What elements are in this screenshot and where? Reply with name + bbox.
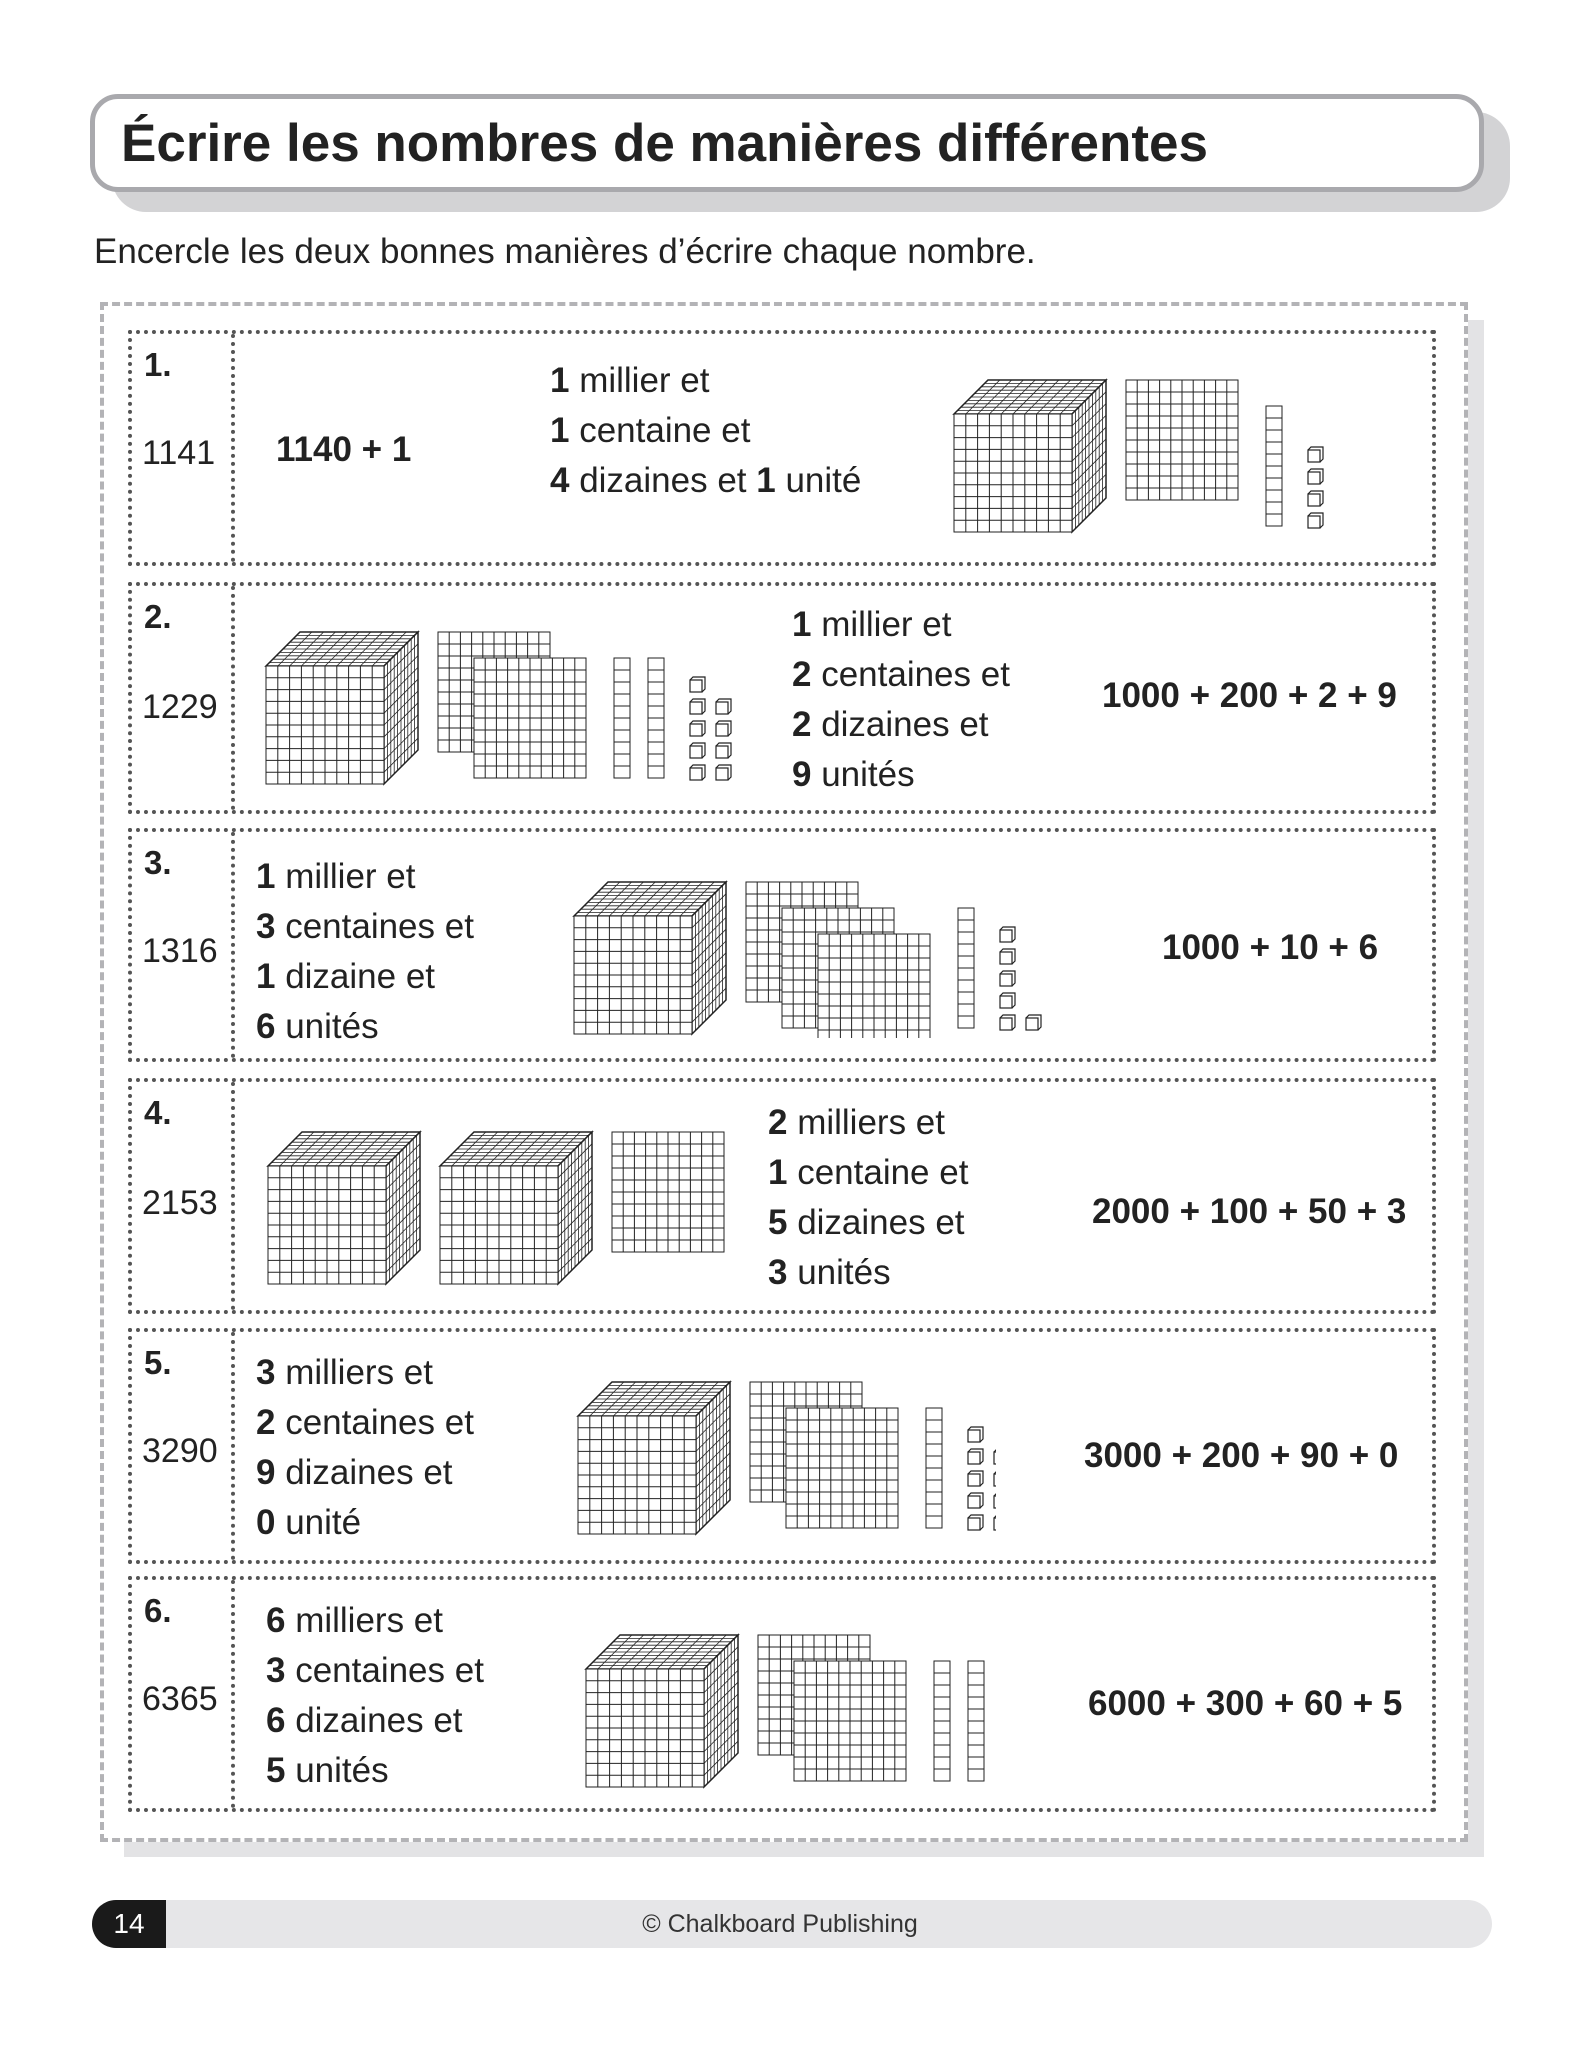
question-number-cell <box>132 586 235 810</box>
ten-rod <box>926 1408 942 1528</box>
question-row-4 <box>128 1078 1436 1314</box>
one-unit <box>1308 491 1323 506</box>
word-line: 4 dizaines et 1 unité <box>550 461 862 500</box>
one-unit <box>1026 1015 1041 1030</box>
expanded-expression[interactable]: 2000 + 100 + 50 + 3 <box>1092 1192 1407 1231</box>
word-line: 1 millier et <box>792 605 952 644</box>
one-unit <box>1000 971 1015 986</box>
cube-front-face <box>578 1416 696 1534</box>
cube-front-face <box>440 1166 558 1284</box>
question-row-1 <box>128 330 1436 566</box>
question-number-cell <box>132 1082 235 1310</box>
word-line: 6 milliers et <box>266 1601 443 1640</box>
word-form[interactable] <box>768 1098 968 1298</box>
one-unit <box>968 1493 983 1508</box>
word-line: 1 centaine et <box>768 1153 969 1192</box>
expanded-expression[interactable]: 3000 + 200 + 90 + 0 <box>1084 1436 1399 1475</box>
one-unit <box>994 1471 996 1486</box>
one-unit <box>994 1493 996 1508</box>
cube-front-face <box>266 666 384 784</box>
one-unit <box>1000 949 1015 964</box>
one-unit <box>1308 513 1323 528</box>
question-number-cell <box>132 832 235 1058</box>
thousand-cube <box>266 632 418 784</box>
one-unit <box>1000 993 1015 1008</box>
question-label: 3. <box>144 844 172 881</box>
question-number[interactable]: 3290 <box>142 1432 218 1470</box>
one-unit <box>690 699 705 714</box>
ten-rod <box>648 658 664 778</box>
word-line: 0 unité <box>256 1503 362 1542</box>
word-line: 6 unités <box>256 1007 379 1046</box>
base-ten-blocks[interactable] <box>266 1118 746 1288</box>
question-label: 4. <box>144 1094 172 1131</box>
base-ten-blocks[interactable] <box>576 1368 996 1538</box>
question-row-2 <box>128 582 1436 814</box>
one-unit <box>690 721 705 736</box>
one-unit <box>716 743 731 758</box>
word-line: 9 dizaines et <box>256 1453 453 1492</box>
one-unit <box>690 677 705 692</box>
word-line: 3 unités <box>768 1253 891 1292</box>
cube-front-face <box>954 414 1072 532</box>
page-title: Écrire les nombres de manières différentes <box>121 114 1208 173</box>
copyright-text: © Chalkboard Publishing <box>642 1910 918 1938</box>
question-row-5 <box>128 1328 1436 1564</box>
ten-rod <box>934 1661 950 1781</box>
word-line: 9 unités <box>792 755 915 794</box>
one-unit <box>968 1515 983 1530</box>
ten-rod <box>1266 406 1282 526</box>
one-unit <box>1000 1015 1015 1030</box>
word-line: 3 centaines et <box>266 1651 484 1690</box>
question-number[interactable]: 1141 <box>142 434 216 472</box>
cube-front-face <box>574 916 692 1034</box>
question-row-6 <box>128 1576 1436 1812</box>
one-unit <box>1000 927 1015 942</box>
one-unit <box>690 743 705 758</box>
question-label: 2. <box>144 598 172 635</box>
expanded-expression[interactable]: 1000 + 10 + 6 <box>1162 928 1379 967</box>
hundred-flat <box>474 658 586 778</box>
word-line: 1 dizaine et <box>256 957 436 996</box>
one-unit <box>968 1449 983 1464</box>
hundred-flat <box>818 934 930 1038</box>
word-form[interactable] <box>256 852 474 1052</box>
hundred-flat <box>786 1408 898 1528</box>
question-label: 5. <box>144 1344 172 1381</box>
cube-front-face <box>268 1166 386 1284</box>
one-unit <box>716 765 731 780</box>
page-number: 14 <box>92 1900 166 1948</box>
word-line: 3 milliers et <box>256 1353 433 1392</box>
word-line: 3 centaines et <box>256 907 474 946</box>
base-ten-blocks[interactable] <box>584 1616 1004 1791</box>
expanded-expression[interactable]: 1000 + 200 + 2 + 9 <box>1102 676 1397 715</box>
hundred-flat <box>1126 380 1238 500</box>
ten-rod <box>614 658 630 778</box>
thousand-cube <box>954 380 1106 532</box>
word-line: 2 milliers et <box>768 1103 945 1142</box>
one-unit <box>968 1471 983 1486</box>
question-number-cell <box>132 1332 235 1560</box>
question-number[interactable]: 1316 <box>142 932 218 970</box>
base-ten-blocks[interactable] <box>572 858 1052 1038</box>
word-line: 5 dizaines et <box>768 1203 965 1242</box>
thousand-cube <box>574 882 726 1034</box>
word-form[interactable] <box>256 1348 474 1548</box>
hundred-flat <box>794 1661 906 1781</box>
question-number-cell <box>132 1580 235 1808</box>
cube-front-face <box>586 1669 704 1787</box>
one-unit <box>968 1427 983 1442</box>
ten-rod <box>958 908 974 1028</box>
hundred-flat <box>612 1132 724 1252</box>
question-row-3 <box>128 828 1436 1062</box>
one-unit <box>716 721 731 736</box>
one-unit <box>716 699 731 714</box>
word-line: 2 centaines et <box>256 1403 474 1442</box>
one-unit <box>1308 469 1323 484</box>
question-number[interactable]: 6365 <box>142 1680 218 1718</box>
base-ten-blocks[interactable] <box>264 628 744 788</box>
word-line: 2 dizaines et <box>792 705 989 744</box>
one-unit <box>994 1515 996 1530</box>
word-form[interactable] <box>550 356 861 506</box>
word-line: 5 unités <box>266 1751 389 1790</box>
one-unit <box>994 1449 996 1464</box>
question-number[interactable]: 2153 <box>142 1184 218 1222</box>
word-line: 2 centaines et <box>792 655 1010 694</box>
word-line: 1 centaine et <box>550 411 751 450</box>
base-ten-blocks[interactable] <box>952 376 1382 536</box>
expanded-expression[interactable]: 1140 + 1 <box>276 430 412 469</box>
instruction-text: Encercle les deux bonnes manières d’écrire chaque nombre. <box>94 232 1036 271</box>
question-number[interactable]: 1229 <box>142 688 218 726</box>
word-line: 1 millier et <box>550 361 710 400</box>
word-form[interactable] <box>266 1596 484 1796</box>
thousand-cube <box>268 1132 420 1284</box>
ten-rod <box>968 1661 984 1781</box>
word-line: 1 millier et <box>256 857 416 896</box>
question-number-cell <box>132 334 235 562</box>
expanded-expression[interactable]: 6000 + 300 + 60 + 5 <box>1088 1684 1403 1723</box>
word-form[interactable] <box>792 600 1010 800</box>
one-unit <box>690 765 705 780</box>
question-label: 1. <box>144 346 172 383</box>
title-box <box>90 94 1484 192</box>
question-label: 6. <box>144 1592 172 1629</box>
thousand-cube <box>586 1635 738 1787</box>
word-line: 6 dizaines et <box>266 1701 463 1740</box>
thousand-cube <box>578 1382 730 1534</box>
one-unit <box>1308 447 1323 462</box>
thousand-cube <box>440 1132 592 1284</box>
